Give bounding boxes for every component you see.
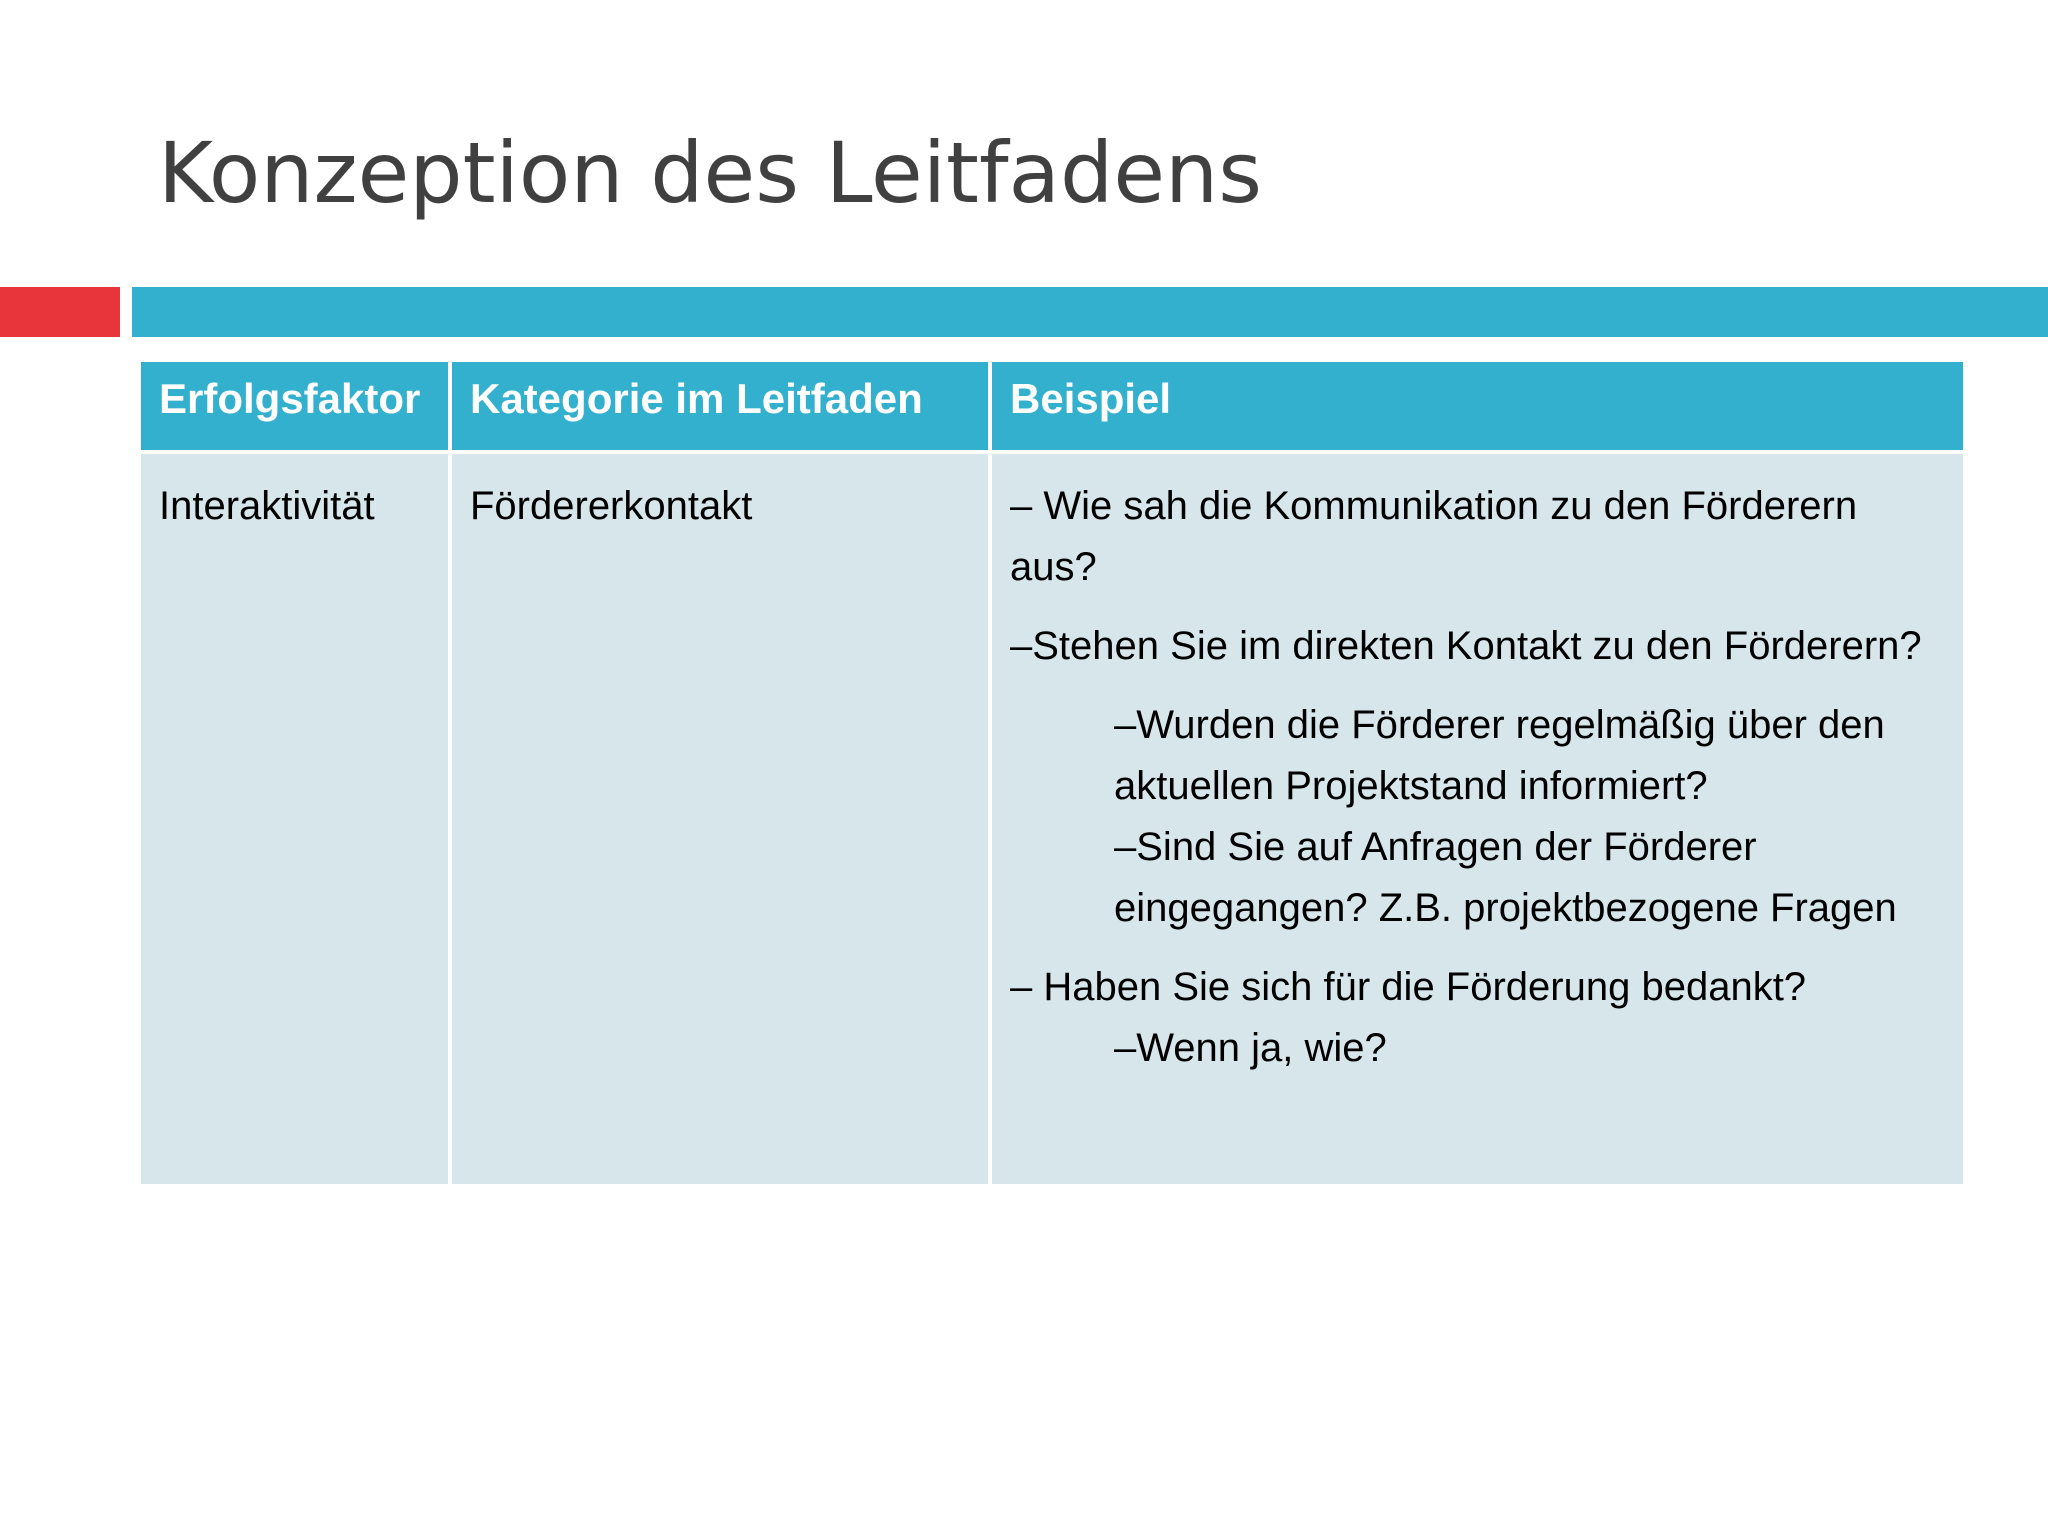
guide-table [137,358,1967,1188]
example-item: – Wie sah die Kommunikation zu den Förderern aus? [1010,484,1858,589]
accent-bar-red [0,287,120,337]
slide-title: Konzeption des Leitfadens [158,124,1263,222]
cell-examples [990,452,1965,1186]
example-item: – Haben Sie sich für die Förderung bedankt? [1010,965,1807,1009]
table-header-row [139,360,1965,452]
table-row [139,452,1965,1186]
header-erfolgsfaktor: Erfolgsfaktor [139,360,450,452]
cell-category: Fördererkontakt [450,452,990,1186]
cell-factor: Interaktivität [139,452,450,1186]
example-item: –Stehen Sie im direkten Kontakt zu den Förderern? [1010,624,1922,668]
header-kategorie: Kategorie im Leitfaden [450,360,990,452]
example-subitem: –Sind Sie auf Anfragen der Förderer eingegangen? Z.B. projektbezogene Fragen [1114,825,1897,930]
example-subitem: –Wurden die Förderer regelmäßig über den aktuellen Projektstand informiert? [1114,703,1885,808]
accent-bar-blue [132,287,2048,337]
example-subitem: –Wenn ja, wie? [1114,1026,1387,1070]
header-beispiel: Beispiel [990,360,1965,452]
